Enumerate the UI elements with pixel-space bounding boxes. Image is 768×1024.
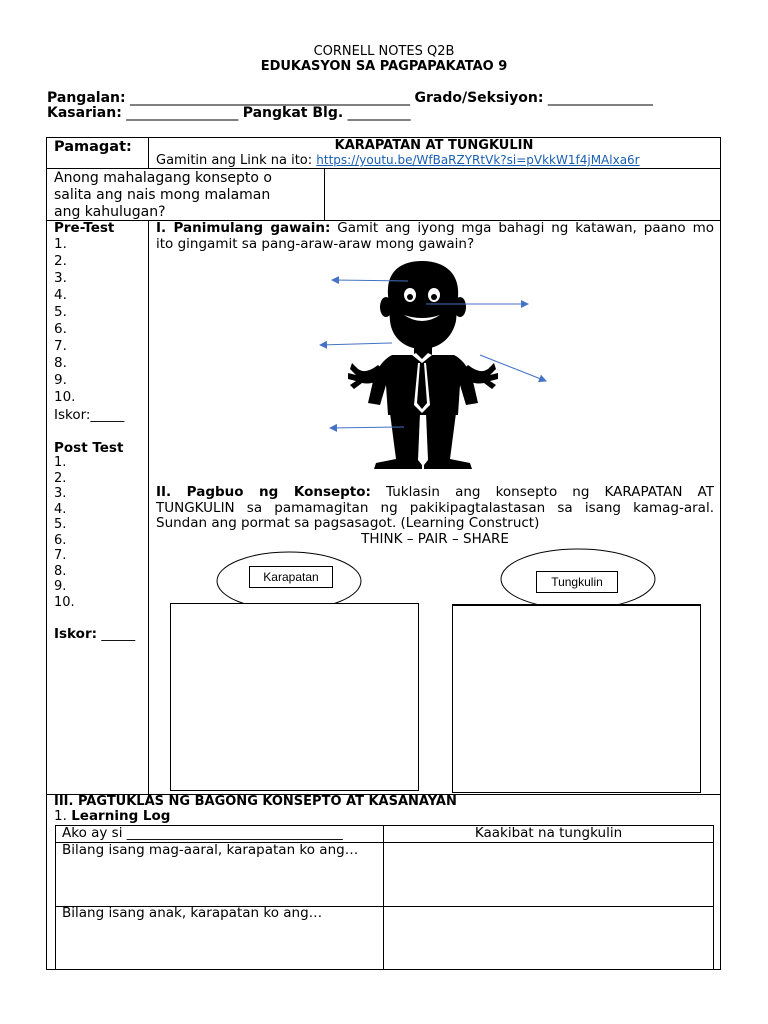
list-item[interactable]: 4.	[54, 287, 67, 303]
tungkulin-mag-aaral-cell[interactable]	[385, 844, 712, 904]
kasarian-label: Kasarian:	[47, 105, 122, 121]
tungkulin-anak-cell[interactable]	[385, 908, 712, 968]
list-item[interactable]: 2.	[54, 470, 67, 486]
list-item[interactable]: 10.	[54, 389, 76, 405]
header-title: CORNELL NOTES Q2B	[313, 44, 455, 59]
konsepto-answer-area[interactable]	[326, 170, 718, 218]
list-item[interactable]: 9.	[54, 579, 67, 594]
list-item[interactable]: 6.	[54, 321, 67, 337]
ako-ay-si-field[interactable]: Ako ay si ________________________________	[62, 825, 343, 841]
list-item[interactable]: 5.	[54, 517, 67, 532]
list-item[interactable]: 1.	[54, 455, 67, 470]
row-anak-label: Bilang isang anak, karapatan ko ang…	[62, 905, 323, 921]
pangkat-field[interactable]: _________	[347, 105, 411, 121]
pangalan-label: Pangalan:	[47, 90, 126, 106]
list-item[interactable]: 9.	[54, 372, 67, 388]
header-subject: EDUKASYON SA PAGPAPAKATAO 9	[260, 59, 508, 74]
karapatan-answer-box[interactable]	[170, 603, 419, 791]
kasarian-field[interactable]: ________________	[126, 105, 239, 121]
list-item[interactable]: 6.	[54, 532, 67, 548]
kaakibat-header: Kaakibat na tungkulin	[474, 825, 623, 841]
row-mag-aaral-label: Bilang isang mag-aaral, karapatan ko ang…	[62, 842, 359, 858]
list-item[interactable]: 7.	[54, 548, 67, 563]
pretest-list	[54, 236, 75, 406]
posttest-label: Post Test	[54, 440, 124, 456]
section-2-text: II. Pagbuo ng Konsepto: Tuklasin ang konsepto ng KARAPATAN AT TUNGKULIN sa pamamagitan ng pakikipagtalastasan sa isang kamag-aral. Sundan ang pormat sa pagsasagot. (Learning Construct) THINK – PAIR – SHARE	[156, 484, 714, 547]
list-item[interactable]: 3.	[54, 270, 67, 286]
posttest-score[interactable]: Iskor: _____	[54, 626, 136, 642]
link-label: Gamitin ang Link na ito:	[156, 153, 313, 168]
list-item[interactable]: 2.	[54, 253, 67, 269]
list-item[interactable]: 8.	[54, 563, 67, 579]
pretest-label: Pre-Test	[54, 220, 115, 236]
pangalan-field[interactable]: ________________________________________	[130, 90, 411, 106]
list-item[interactable]: 8.	[54, 355, 67, 371]
karapatan-label: Karapatan	[249, 566, 333, 588]
grado-field[interactable]: _______________	[547, 90, 653, 106]
konsepto-question: Anong mahalagang konsepto o salita ang nais mong malaman ang kahulugan?	[54, 170, 272, 220]
list-item[interactable]: 10.	[54, 594, 75, 610]
link-row	[156, 153, 640, 168]
info-row-2	[47, 105, 411, 122]
pamagat-label: Pamagat:	[54, 139, 132, 155]
body-figure	[300, 255, 570, 475]
pangkat-label: Pangkat Blg.	[242, 105, 344, 121]
section-1-heading: I. Panimulang gawain:	[156, 220, 331, 236]
section-3-heading: III. PAGTUKLAS NG BAGONG KONSEPTO AT KASANAYAN	[54, 794, 457, 809]
list-item[interactable]: 4.	[54, 501, 67, 517]
list-item[interactable]: 5.	[54, 304, 67, 320]
grado-label: Grado/Seksiyon:	[414, 90, 544, 106]
youtube-link[interactable]: https://youtu.be/WfBaRZYRtVk?si=pVkkW1f4jMAlxa6r	[316, 153, 640, 167]
list-item[interactable]: 7.	[54, 338, 67, 354]
section-1-text: I. Panimulang gawain: Gamit ang iyong mga bahagi ng katawan, paano mo ito gingamit sa pang-araw-araw mong gawain?	[156, 220, 714, 252]
pretest-score[interactable]: Iskor:_____	[54, 407, 125, 423]
list-item[interactable]: 3.	[54, 486, 67, 501]
lesson-title: KARAPATAN AT TUNGKULIN	[334, 138, 534, 153]
tungkulin-label: Tungkulin	[536, 571, 618, 593]
list-item[interactable]: 1.	[54, 236, 67, 252]
section-2-heading: II. Pagbuo ng Konsepto:	[156, 484, 371, 500]
tungkulin-answer-box[interactable]	[452, 604, 701, 793]
learning-log-heading: 1. Learning Log	[54, 808, 171, 824]
posttest-list	[54, 455, 75, 610]
